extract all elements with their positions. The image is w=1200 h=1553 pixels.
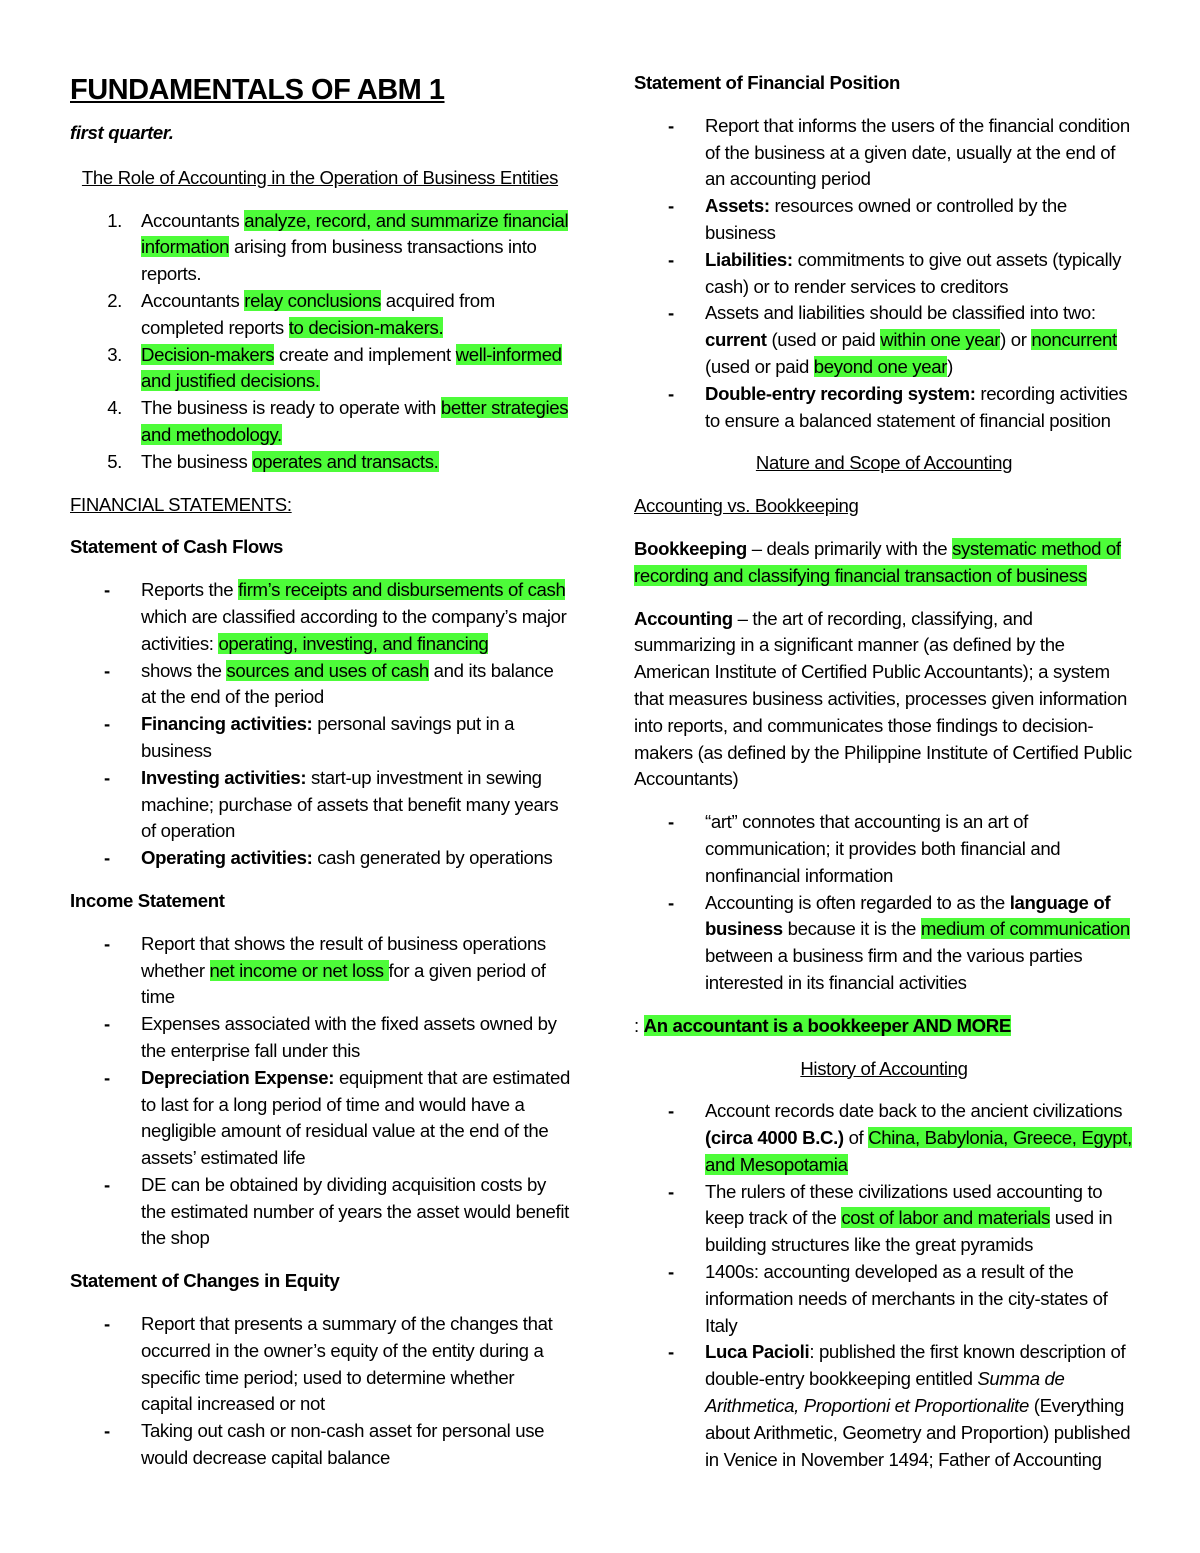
text-run: Report that shows the result of business operations whether <box>141 932 546 981</box>
bullet-dash-icon: - <box>668 1341 674 1363</box>
list-number: 1. <box>107 209 122 231</box>
cash-flows-list <box>70 577 570 872</box>
accounting-paragraph <box>634 606 1134 794</box>
bullet-dash-icon: - <box>668 248 674 270</box>
highlighted-text: relay conclusions <box>244 289 381 311</box>
bold-text: Double-entry recording system: <box>705 382 976 404</box>
bullet-dash-icon: - <box>104 1313 110 1335</box>
list-item <box>70 288 570 342</box>
list-item <box>70 845 570 872</box>
list-number: 5. <box>107 450 122 472</box>
text-run: ) <box>947 355 953 377</box>
text-run: for a given period of time <box>141 959 546 1008</box>
list-number: 3. <box>107 343 122 365</box>
list-item <box>70 449 570 476</box>
bold-text: Assets: <box>705 195 770 217</box>
highlighted-text: net income or net loss <box>209 959 389 981</box>
bullet-dash-icon: - <box>668 114 674 136</box>
text-run: shows the <box>141 659 227 681</box>
nature-heading: Nature and Scope of Accounting <box>755 452 1013 474</box>
bold-text: (circa 4000 B.C.) <box>705 1127 844 1149</box>
text-run: Expenses associated with the fixed assets owned by the enterprise fall under this <box>141 1013 557 1061</box>
financial-position-list <box>634 113 1134 435</box>
text-run: cash generated by operations <box>312 847 553 869</box>
highlighted-text: systematic method of recording and classifying financial transaction of business <box>634 537 1121 586</box>
list-item <box>634 381 1134 435</box>
accounting-list <box>634 809 1134 997</box>
text-run: arising from business transactions into reports. <box>141 236 537 285</box>
text-run: and its balance at the end of the period <box>141 659 554 708</box>
highlighted-text: firm’s receipts and disbursements of cash <box>238 579 566 601</box>
list-item <box>634 890 1134 997</box>
bullet-dash-icon: - <box>668 382 674 404</box>
bullet-dash-icon: - <box>668 1261 674 1283</box>
text-run: create and implement <box>274 343 456 365</box>
income-statement-heading: Income Statement <box>70 889 225 911</box>
highlighted-text: to decision-makers. <box>288 316 444 338</box>
list-item <box>70 1065 570 1172</box>
text-run: : <box>634 1014 644 1036</box>
list-item <box>70 711 570 765</box>
text-run: start-up investment in sewing machine; purchase of assets that benefit many years of operation <box>141 766 559 842</box>
list-item <box>70 1172 570 1252</box>
bullet-dash-icon: - <box>104 1420 110 1442</box>
text-run: which are classified according to the company’s major activities: <box>141 605 567 654</box>
list-number: 4. <box>107 397 122 419</box>
text-run: (used or paid <box>766 329 881 351</box>
text-run: between a business firm and the various parties interested in its financial activities <box>705 945 1083 993</box>
text-run: personal savings put in a business <box>141 713 515 761</box>
vs-heading: Accounting vs. Bookkeeping <box>634 495 859 517</box>
text-run: commitments to give out assets (typically cash) or to render services to creditors <box>705 248 1122 297</box>
list-number: 2. <box>107 289 122 311</box>
text-run: acquired from completed reports <box>141 289 495 338</box>
text-run: resources owned or controlled by the business <box>705 195 1067 243</box>
text-run: – deals primarily with the <box>746 537 953 559</box>
text-run: equipment that are estimated to last for a long period of time and would have a negligible amount of residual value at the end of the assets’ estimated life <box>141 1066 570 1169</box>
text-run: The business is ready to operate with <box>141 397 441 419</box>
page-subtitle: first quarter. <box>70 122 174 143</box>
role-heading: The Role of Accounting in the Operation of Business Entities <box>81 166 559 188</box>
italic-text: Summa de Arithmetica, Proportioni et Proportionalite <box>705 1368 1065 1417</box>
bullet-dash-icon: - <box>104 659 110 681</box>
history-list <box>634 1098 1134 1473</box>
bold-text: Depreciation Expense: <box>141 1066 335 1088</box>
text-run: DE can be obtained by dividing acquisition costs by the estimated number of years the asset would benefit the shop <box>141 1173 569 1249</box>
right-column <box>634 70 1134 1489</box>
highlighted-text: better strategies and methodology. <box>141 397 569 445</box>
income-statement-list <box>70 931 570 1253</box>
bullet-dash-icon: - <box>104 1173 110 1195</box>
list-item <box>70 395 570 449</box>
bold-text: Investing activities: <box>141 766 307 788</box>
role-list <box>70 208 570 476</box>
bold-text: Bookkeeping <box>634 537 747 559</box>
bold-text: language of business <box>705 891 1111 940</box>
list-item <box>70 208 570 288</box>
bullet-dash-icon: - <box>668 195 674 217</box>
list-item <box>70 577 570 657</box>
bullet-dash-icon: - <box>104 579 110 601</box>
text-run: Assets and liabilities should be classified into two: <box>705 302 1096 324</box>
text-run: of <box>843 1127 869 1149</box>
bookkeeping-paragraph <box>634 536 1134 590</box>
list-item <box>634 1259 1134 1339</box>
text-run: used in building structures like the great pyramids <box>705 1207 1113 1256</box>
list-item <box>70 765 570 845</box>
highlighted-text: China, Babylonia, Greece, Egypt, and Mesopotamia <box>705 1127 1132 1175</box>
text-run: : published the first known description of double-entry bookkeeping entitled <box>705 1341 1126 1390</box>
highlighted-text: cost of labor and materials <box>841 1207 1050 1229</box>
text-run: because it is the <box>782 918 921 940</box>
bullet-dash-icon: - <box>104 932 110 954</box>
text-run: (used or paid <box>705 355 814 377</box>
list-item <box>634 809 1134 889</box>
highlighted-text: An accountant is a bookkeeper AND MORE <box>643 1014 1011 1036</box>
list-item <box>634 113 1134 193</box>
list-item <box>634 193 1134 247</box>
text-run: – the art of recording, classifying, and summarizing in a significant manner (as defined by the American Institute of Certified Public Accountants); a system that measures business activities, processes given information into reports, and communicates those findings to decision-makers (as defined by the Philippine Institute of Certified Public Accountants) <box>634 607 1132 790</box>
bullet-dash-icon: - <box>104 847 110 869</box>
text-run: The rulers of these civilizations used accounting to keep track of the <box>705 1180 1103 1229</box>
bold-text: Accounting <box>634 607 733 629</box>
text-run: Reports the <box>141 579 239 601</box>
list-item <box>70 1418 570 1472</box>
text-run: Report that informs the users of the financial condition of the business at a given date, usually at the end of an accounting period <box>705 114 1130 190</box>
page-title: FUNDAMENTALS OF ABM 1 <box>70 74 445 106</box>
text-run: ) or <box>1000 329 1032 351</box>
text-run: Account records date back to the ancient civilizations <box>705 1100 1123 1122</box>
text-run: Accountants <box>141 289 245 311</box>
list-item <box>70 342 570 396</box>
text-run: (Everything about Arithmetic, Geometry and Proportion) published in Venice in November 1494; Father of Accounting <box>705 1395 1131 1470</box>
list-item <box>634 1179 1134 1259</box>
text-run: “art” connotes that accounting is an art of communication; it provides both financial and nonfinancial information <box>705 811 1061 886</box>
list-item <box>634 1339 1134 1473</box>
list-item <box>70 1311 570 1418</box>
cash-flows-heading: Statement of Cash Flows <box>70 536 284 558</box>
text-run: Accounting is often regarded to as the <box>705 891 1010 913</box>
highlighted-text: operating, investing, and financing <box>218 632 489 654</box>
bullet-dash-icon: - <box>104 1013 110 1035</box>
bullet-dash-icon: - <box>104 1066 110 1088</box>
bullet-dash-icon: - <box>668 811 674 833</box>
bullet-dash-icon: - <box>668 302 674 324</box>
bullet-dash-icon: - <box>104 766 110 788</box>
highlighted-text: analyze, record, and summarize financial information <box>141 209 569 258</box>
highlighted-text: noncurrent <box>1031 329 1117 351</box>
list-item <box>70 931 570 1011</box>
list-item <box>634 300 1134 380</box>
left-column <box>70 70 570 1488</box>
financial-statements-heading: FINANCIAL STATEMENTS: <box>70 493 292 515</box>
bullet-dash-icon: - <box>668 1180 674 1202</box>
highlighted-text: sources and uses of cash <box>226 659 429 681</box>
highlighted-text: within one year <box>880 329 1001 351</box>
bold-text: Financing activities: <box>141 713 313 735</box>
bold-text: current <box>705 329 767 351</box>
changes-equity-heading: Statement of Changes in Equity <box>70 1270 340 1292</box>
bullet-dash-icon: - <box>668 891 674 913</box>
text-run: Taking out cash or non-cash asset for personal use would decrease capital balance <box>141 1420 545 1469</box>
highlighted-text: well-informed and justified decisions. <box>141 343 562 392</box>
text-run: recording activities to ensure a balanced statement of financial position <box>705 382 1128 431</box>
bold-text: Luca Pacioli <box>705 1341 810 1363</box>
list-item <box>70 658 570 712</box>
history-heading: History of Accounting <box>800 1057 968 1079</box>
changes-equity-list <box>70 1311 570 1472</box>
financial-position-heading: Statement of Financial Position <box>634 72 901 93</box>
text-run: Accountants <box>141 209 245 231</box>
text-run: The business <box>141 450 253 472</box>
text-run: 1400s: accounting developed as a result of the information needs of merchants in the city-states of Italy <box>705 1261 1108 1336</box>
text-run: Report that presents a summary of the changes that occurred in the owner’s equity of the entity during a specific time period; used to determine whether capital increased or not <box>141 1313 553 1415</box>
bold-text: Operating activities: <box>141 847 313 869</box>
highlighted-text: Decision-makers <box>141 343 275 365</box>
list-item <box>634 247 1134 301</box>
list-item <box>634 1098 1134 1178</box>
bold-text: Liabilities: <box>705 248 793 270</box>
bullet-dash-icon: - <box>668 1100 674 1122</box>
highlighted-text: operates and transacts. <box>252 450 439 472</box>
highlighted-text: beyond one year <box>813 355 948 377</box>
bullet-dash-icon: - <box>104 713 110 735</box>
callout <box>634 1013 1134 1040</box>
highlighted-text: medium of communication <box>920 918 1130 940</box>
list-item <box>70 1011 570 1065</box>
